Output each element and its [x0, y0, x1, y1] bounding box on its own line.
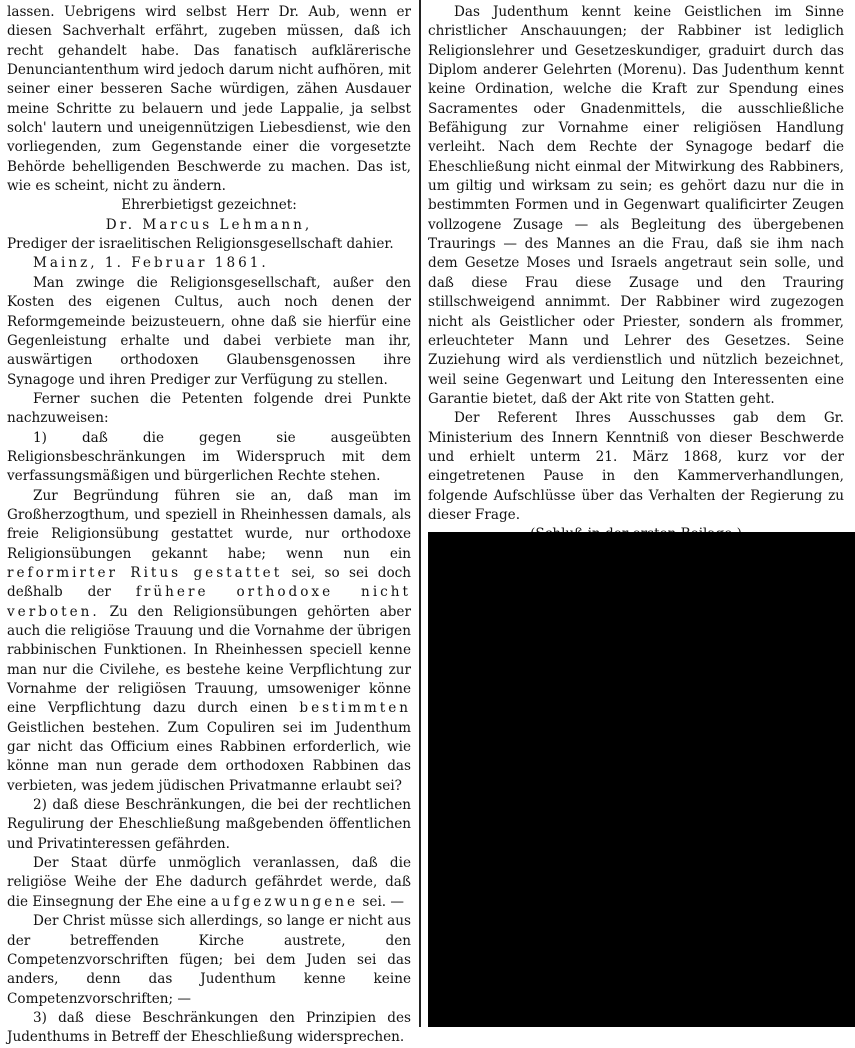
text-run: Zur Begründung führen sie an, daß man im Großherzogthum, und speziell in Rheinhessen damals, als freie Religionsübung gestattet wurde, nur orthodoxe Religionsübungen gekannt habe; wenn nun ein	[7, 487, 411, 562]
paragraph: Man zwinge die Religionsgesellschaft, außer den Kosten des eigenen Cultus, auch noch denen der Reformgemeinde beizusteuern, ohne daß sie hierfür eine Gegenleistung erhalte und dabei verbiete man ihr, auswärtigen orthodoxen Glaubensgenossen ihre Synagoge und ihren Prediger zur Verfügung zu stellen.	[7, 274, 411, 388]
right-column	[428, 3, 844, 545]
column-divider	[419, 0, 421, 1027]
paragraph: Der Referent Ihres Ausschusses gab dem Gr. Ministerium des Innern Kenntniß von dieser Beschwerde und erhielt unterm 21. März 1868, kurz vor der eingetretenen Pause in den Kammerverhandlungen, folgende Aufschlüsse über das Verhalten der Regierung zu dieser Frage.	[428, 410, 844, 523]
emphasis: reformirter Ritus gestattet	[7, 564, 283, 581]
paragraph	[7, 487, 411, 797]
point-3: 3) daß diese Beschränkungen den Prinzipien des Judenthums in Betreff der Eheschließung widersprechen.	[7, 1009, 411, 1046]
point-2: 2) daß diese Beschränkungen, die bei der rechtlichen Regulirung der Eheschließung maßgebenden öffentlichen und Privatinteressen gefährden.	[7, 797, 411, 852]
paragraph: Das Judenthum kennt keine Geistlichen im Sinne christlicher Anschauungen; der Rabbiner ist lediglich Religionslehrer und Gesetzeskundiger, graduirt durch das Diplom anderer Gelehrten (Morenu). Das Judenthum kennt keine Ordination, welche die Kraft zur Spendung eines Sacramentes oder Gnadenmittels, die ausschließliche Befähigung zur Vornahme einer religiösen Handlung verleiht. Nach dem Rechte der Synagoge bedarf die Eheschließung nicht einmal der Mitwirkung des Rabbiners, um giltig und wirksam zu sein; es gehört dazu nur die in bestimmten Formen und in Gegenwart qualificirter Zeugen vollzogene Zusage — als Begleitung des übergebenen Traurings — des Mannes an die Frau, daß sie ihm nach dem Gesetze Moses und Israels angetraut sein solle, und daß diese Frau diese Zusage und den Trauring stillschweigend annimmt. Der Rabbiner wird zugezogen nicht als Geistlicher oder Priester, sondern als frommer, erleuchteter Mann und Lehrer des Gesetzes. Seine Zuziehung wird als verdienstlich und nützlich bezeichnet, weil seine Gegenwart und Leitung den Interessenten eine Garantie bietet, daß der Akt rite von Statten geht.	[428, 4, 844, 407]
paragraph: Der Christ müsse sich allerdings, so lange er nicht aus der betreffenden Kirche austrete, den Competenzvorschriften fügen; bei dem Juden sei das anders, denn das Judenthum kenne keine Competenzvorschriften; —	[7, 913, 411, 1007]
text-run: Zu den Religionsübungen gehörten aber auch die religiöse Trauung und die Vornahme der übrigen rabbinischen Funktionen. In Rheinhessen speciell kenne man nur die Civilehe, es bestehe keine Verpflichtung zur Vornahme der religiösen Trauung, umsoweniger könne eine Verpflichtung dazu durch einen	[7, 603, 411, 717]
dateline: Mainz, 1. Februar 1861.	[33, 255, 269, 272]
point-1: 1) daß die gegen sie ausgeübten Religionsbeschränkungen im Widerspruch mit dem verfassungsmäßigen und bürgerlichen Rechte stehen.	[7, 429, 411, 485]
paragraph: Ferner suchen die Petenten folgende drei Punkte nachzuweisen:	[7, 390, 411, 427]
signatory-title: Prediger der israelitischen Religionsgesellschaft dahier.	[7, 236, 394, 253]
signature: Dr. Marcus Lehmann,	[105, 216, 313, 233]
text-run: sei, so sei doch deßhalb der	[7, 564, 411, 601]
text-run: Geistlichen bestehen. Zum Copuliren sei im Judenthum gar nicht das Officium eines Rabbinen erforderlich, wie könne man nun gerade dem orthodoxen Rabbinen das verbieten, was jedem jüdischen Privatmanne erlaubt sei?	[7, 719, 411, 794]
emphasis: aufgezwungene	[210, 893, 359, 910]
text-run: Der Staat dürfe unmöglich veranlassen, daß die religiöse Weihe der Ehe dadurch gefährdet werde, daß die Einsegnung der Ehe eine	[7, 855, 411, 910]
emphasis: bestimmten	[299, 700, 411, 717]
left-column	[7, 3, 411, 1048]
emphasis: frühere orthodoxe nicht verboten.	[7, 584, 411, 620]
paragraph	[7, 854, 411, 912]
closing-line: Ehrerbietigst gezeichnet:	[121, 197, 297, 214]
paragraph: lassen. Uebrigens wird selbst Herr Dr. Aub, wenn er diesen Sachverhalt erfährt, zugeben müssen, daß ich recht gehandelt habe. Das fanatisch aufklärerische Denunciantenthum wird jedoch darum nicht aufhören, mit seiner einer besseren Sache würdigen, zähen Ausdauer meine Schritte zu belauern und jede Lappalie, ja selbst solch' lautern und uneigennützigen Liebesdienst, wie den vorliegenden, zum Gegenstande einer die vorgesetzte Behörde behelligenden Beschwerde zu machen. Das ist, wie es scheint, nicht zu ändern.	[7, 4, 411, 195]
text-run: sei. —	[362, 893, 405, 910]
redacted-block	[428, 532, 855, 1027]
